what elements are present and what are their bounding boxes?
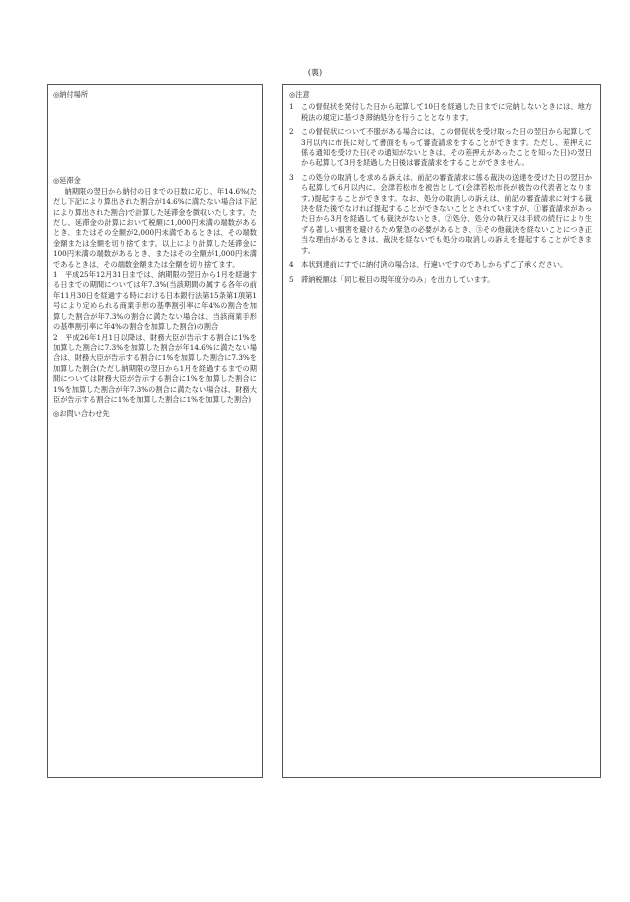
notes-heading: ◎注意 xyxy=(289,90,310,99)
late-fee-item-2: 2 平成26年1月1日以降は、財務大臣が告示する割合に1%を加算した割合に7.3%を加算した割合が年14.6%に満たない場合は、財務大臣が告示する割合に1%を加算した割合に7.3%を加算した割合(ただし納期限の翌日から1月を経過するまでの期間については財務大臣が告示する割合に1%を加算した割合に1%を加算した割合が年7.3%の割合に満たない場合は、財務大臣が告示する割合に1%を加算した割合に1%を加算した割合) xyxy=(53,332,257,404)
note-number: 4 xyxy=(289,260,294,270)
late-fee-item-1: 1 平成25年12月31日までは、納期限の翌日から1月を経過する日までの期間については年7.3%(当該期間の属する各年の前年11月30日を経過する時における日本銀行法第15条第1項第1号により定められる商業手形の基準割引率に年4%の割合を加算した割合が年7.3%の割合に満たない場合は、当該商業手形の基準割引率に年4%の割合を加算した割合)の割合 xyxy=(53,270,257,332)
note-number: 2 xyxy=(289,127,294,137)
left-info-panel xyxy=(47,84,263,778)
page-side-label: (裏) xyxy=(307,68,323,77)
inquiry-heading: ◎お問い合わせ先 xyxy=(53,409,110,419)
note-text: 滞納税額は「同じ税目の現年度分のみ」を出力しています。 xyxy=(301,274,495,284)
note-text: この処分の取消しを求める訴えは、前記の審査請求に係る裁決の送達を受けた日の翌日から起算して6月以内に、会津若松市を被告として(会津若松市長が被告の代表者となります。)提起することができます。なお、処分の取消しの訴えは、前記の審査請求に対する裁決を経た後でなければ提起することができないこととされていますが、①審査請求があった日から3月を経過しても裁決がないとき、②処分、処分の執行又は手続の続行により生ずる著しい損害を避けるため緊急の必要があるとき、③その他裁決を経ないことにつき正当な理由があるときは、裁決を経ないでも処分の取消しの訴えを提起することができます。 xyxy=(301,172,592,255)
right-notes-panel xyxy=(282,84,601,778)
note-text: この督促状について不服がある場合には、この督促状を受け取った日の翌日から起算して3月以内に市長に対して書面をもって審査請求をすることができます。ただし、差押えに係る通知を受けた日(その通知がないときは、その差押えがあったことを知った日)の翌日から起算して3月を経過した日後は審査請求をすることができません。 xyxy=(301,127,592,168)
late-fee-body: 納期限の翌日から納付の日までの日数に応じ、年14.6%(ただし下記により算出された割合が14.6%に満たない場合は下記により算出された割合)で計算した延滞金を徴収いたします。ただし、延滞金の計算において税額に1,000円未満の端数があるとき、またはその全額が2,000円未満であるときは、その端数金額または全額を切り捨てます。以上により計算した延滞金に100円未満の端数があるとき、またはその全額が1,000円未満であるときは、その端数金額または全額を切り捨てます。 xyxy=(53,186,257,269)
note-number: 1 xyxy=(289,102,294,112)
note-item xyxy=(289,173,592,256)
note-item xyxy=(289,260,592,270)
note-item xyxy=(289,275,592,285)
note-text: 本状到達前にすでに納付済の場合は、行違いですのであしからずご了承ください。 xyxy=(301,260,568,270)
note-text: この督促状を発付した日から起算して10日を経過した日までに完納しないときには、地方税法の規定に基づき滞納処分を行うこととなります。 xyxy=(301,102,592,122)
note-number: 3 xyxy=(289,172,294,182)
payment-place-heading: ◎納付場所 xyxy=(53,90,89,99)
late-fee-heading: ◎延滞金 xyxy=(53,176,81,186)
note-number: 5 xyxy=(289,274,294,284)
note-item xyxy=(289,127,592,169)
note-item xyxy=(289,102,592,123)
payment-place-blank xyxy=(53,100,257,176)
